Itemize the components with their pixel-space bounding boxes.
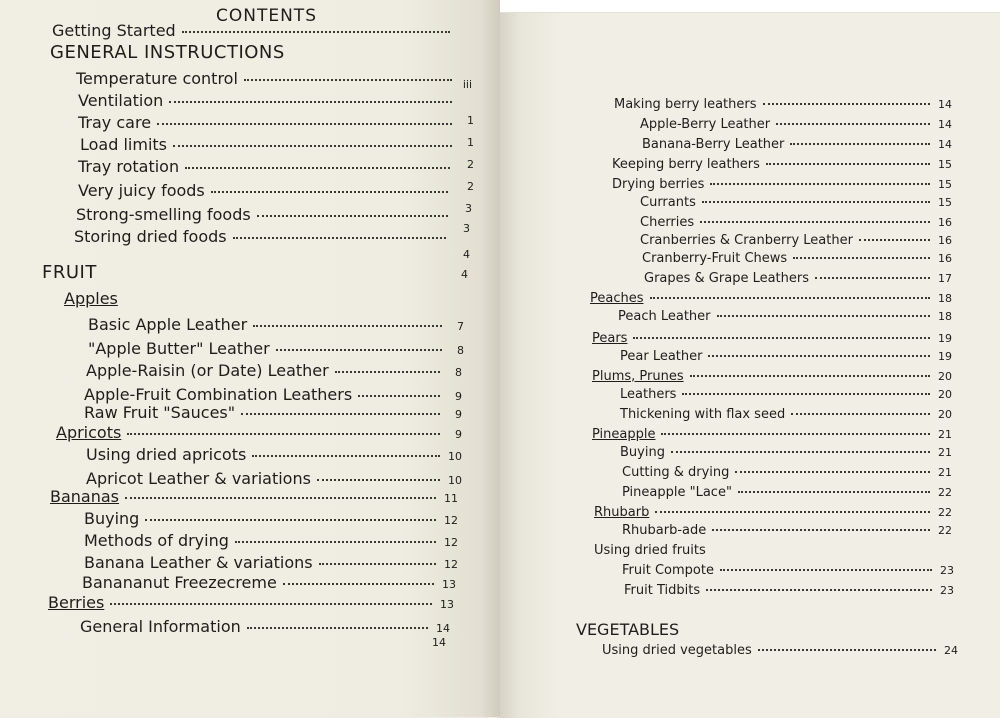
contents-heading: CONTENTS bbox=[216, 6, 317, 26]
toc-page: 10 bbox=[448, 450, 462, 463]
toc-entry bbox=[56, 424, 462, 444]
dot-leader bbox=[735, 470, 930, 473]
right-page bbox=[500, 12, 1000, 718]
dot-leader bbox=[700, 220, 930, 223]
toc-label: Tray rotation bbox=[78, 157, 180, 176]
toc-entry bbox=[622, 485, 952, 501]
toc-page: 23 bbox=[940, 584, 954, 597]
dot-leader bbox=[710, 182, 930, 185]
toc-entry bbox=[640, 215, 952, 231]
toc-label: Fruit Tidbits bbox=[624, 583, 701, 598]
dot-leader bbox=[776, 122, 930, 125]
dot-leader bbox=[257, 214, 448, 217]
toc-page: 2 bbox=[467, 158, 474, 171]
toc-page: 14 bbox=[938, 118, 952, 131]
toc-label: Peach Leather bbox=[618, 309, 711, 324]
dot-leader bbox=[317, 478, 440, 481]
toc-entry bbox=[614, 97, 952, 113]
toc-label: Buying bbox=[620, 445, 665, 460]
toc-label: Cherries bbox=[640, 215, 695, 230]
dot-leader bbox=[252, 454, 440, 457]
toc-page: 1 bbox=[467, 136, 474, 149]
toc-label: Banananut Freezecreme bbox=[82, 573, 277, 592]
toc-label: Temperature control bbox=[76, 69, 238, 88]
toc-page: 23 bbox=[940, 564, 954, 577]
toc-category bbox=[64, 290, 118, 308]
toc-label: Drying berries bbox=[612, 177, 705, 192]
toc-entry bbox=[48, 594, 454, 614]
dot-leader bbox=[157, 122, 452, 125]
dot-leader bbox=[276, 348, 442, 351]
dot-leader bbox=[233, 236, 446, 239]
toc-page: 8 bbox=[455, 366, 462, 379]
toc-label: Pears bbox=[592, 331, 628, 346]
toc-entry bbox=[86, 470, 462, 490]
toc-page: 21 bbox=[938, 428, 952, 441]
dot-leader bbox=[815, 276, 930, 279]
toc-label: Rhubarb bbox=[594, 505, 650, 520]
toc-label: Buying bbox=[84, 509, 140, 528]
toc-section-heading bbox=[576, 621, 679, 639]
dot-leader bbox=[235, 540, 436, 543]
toc-label: GENERAL INSTRUCTIONS bbox=[50, 42, 285, 63]
toc-entry bbox=[620, 407, 952, 423]
toc-entry bbox=[622, 563, 954, 579]
toc-page: 15 bbox=[938, 158, 952, 171]
dot-leader bbox=[758, 648, 936, 651]
toc-label: Cranberry-Fruit Chews bbox=[642, 251, 788, 266]
toc-label: Currants bbox=[640, 195, 696, 210]
dot-leader bbox=[145, 518, 436, 521]
toc-page: 4 bbox=[463, 248, 470, 261]
toc-label: Cutting & drying bbox=[622, 465, 730, 480]
toc-label: Leathers bbox=[620, 387, 677, 402]
toc-page: 1 bbox=[467, 114, 474, 127]
toc-label: Using dried vegetables bbox=[602, 643, 752, 658]
dot-leader bbox=[690, 374, 930, 377]
toc-label: Berries bbox=[48, 593, 105, 612]
dot-leader bbox=[708, 354, 930, 357]
dot-leader bbox=[791, 412, 930, 415]
toc-label: Banana-Berry Leather bbox=[642, 137, 785, 152]
toc-label: General Information bbox=[80, 617, 241, 636]
dot-leader bbox=[720, 568, 932, 571]
dot-leader bbox=[241, 412, 440, 415]
toc-label: Apricot Leather & variations bbox=[86, 469, 311, 488]
toc-label: Strong-smelling foods bbox=[76, 205, 251, 224]
toc-entry bbox=[74, 227, 468, 281]
dot-leader bbox=[706, 588, 932, 591]
toc-page: 24 bbox=[944, 644, 958, 657]
toc-label: Apple-Raisin (or Date) Leather bbox=[86, 361, 329, 380]
toc-page: 2 bbox=[467, 180, 474, 193]
toc-entry bbox=[640, 117, 952, 133]
dot-leader bbox=[319, 562, 436, 565]
dot-leader bbox=[702, 200, 930, 203]
left-page bbox=[0, 0, 500, 717]
toc-entry bbox=[86, 362, 462, 382]
dot-leader bbox=[650, 296, 931, 299]
toc-page: 17 bbox=[938, 272, 952, 285]
dot-leader bbox=[358, 394, 440, 397]
toc-label: Using dried apricots bbox=[86, 445, 247, 464]
dot-leader bbox=[790, 142, 930, 145]
toc-page: 22 bbox=[938, 486, 952, 499]
toc-page: 14 bbox=[938, 98, 952, 111]
toc-label: Storing dried foods bbox=[74, 227, 227, 246]
toc-entry bbox=[84, 510, 458, 530]
toc-label: Pineapple bbox=[592, 427, 656, 442]
dot-leader bbox=[793, 256, 930, 259]
toc-entry bbox=[640, 233, 952, 249]
dot-leader bbox=[633, 336, 930, 339]
dot-leader bbox=[211, 190, 448, 193]
dot-leader bbox=[712, 528, 930, 531]
toc-page: 19 bbox=[938, 332, 952, 345]
toc-entry bbox=[612, 177, 952, 193]
toc-entry bbox=[82, 574, 456, 594]
toc-entry bbox=[622, 523, 952, 539]
toc-label: Apricots bbox=[56, 423, 122, 442]
toc-entry bbox=[642, 137, 952, 153]
toc-section-heading bbox=[42, 264, 97, 282]
toc-page: 7 bbox=[457, 320, 464, 333]
toc-page: 20 bbox=[938, 370, 952, 383]
background-strip bbox=[500, 0, 1000, 12]
toc-label: VEGETABLES bbox=[576, 620, 680, 639]
toc-page: 8 bbox=[457, 344, 464, 357]
toc-label: Peaches bbox=[590, 291, 644, 306]
dot-leader bbox=[682, 392, 930, 395]
toc-page: iii bbox=[462, 78, 472, 91]
toc-page: 16 bbox=[938, 252, 952, 265]
toc-label: Pear Leather bbox=[620, 349, 703, 364]
toc-entry bbox=[86, 446, 462, 466]
toc-page: 4 bbox=[461, 268, 468, 281]
dot-leader bbox=[125, 496, 436, 499]
toc-entry bbox=[592, 369, 952, 385]
dot-leader bbox=[763, 102, 930, 105]
dot-leader bbox=[253, 324, 442, 327]
dot-leader bbox=[127, 432, 440, 435]
toc-label: Thickening with flax seed bbox=[620, 407, 786, 422]
toc-page: 13 bbox=[440, 598, 454, 611]
toc-page: 16 bbox=[938, 234, 952, 247]
toc-label: "Apple Butter" Leather bbox=[88, 339, 270, 358]
toc-page: 22 bbox=[938, 506, 952, 519]
dot-leader bbox=[185, 166, 450, 169]
dot-leader bbox=[335, 370, 440, 373]
toc-label: Ventilation bbox=[78, 91, 164, 110]
toc-label: Very juicy foods bbox=[78, 181, 205, 200]
toc-label: Banana Leather & variations bbox=[84, 553, 313, 572]
toc-page: 18 bbox=[938, 310, 952, 323]
dot-leader bbox=[766, 162, 930, 165]
toc-entry bbox=[620, 445, 952, 461]
toc-entry bbox=[84, 554, 458, 574]
toc-entry bbox=[620, 349, 952, 365]
toc-page: 12 bbox=[444, 514, 458, 527]
toc-label: Plums, Prunes bbox=[592, 369, 684, 384]
dot-leader bbox=[182, 30, 450, 33]
toc-page: 13 bbox=[442, 578, 456, 591]
toc-label: Making berry leathers bbox=[614, 97, 757, 112]
toc-entry bbox=[84, 532, 458, 552]
toc-entry bbox=[594, 543, 706, 559]
toc-entry bbox=[602, 643, 958, 659]
toc-entry bbox=[80, 618, 450, 638]
toc-page: 15 bbox=[938, 178, 952, 191]
toc-label: Fruit Compote bbox=[622, 563, 714, 578]
toc-label: Raw Fruit "Sauces" bbox=[84, 403, 236, 422]
toc-entry bbox=[88, 316, 464, 336]
toc-label: Apple-Berry Leather bbox=[640, 117, 771, 132]
toc-entry bbox=[50, 488, 458, 508]
toc-page: 14 bbox=[436, 622, 450, 635]
dot-leader bbox=[173, 144, 452, 147]
toc-entry bbox=[642, 251, 952, 267]
toc-page: 14 bbox=[432, 636, 446, 649]
toc-label: FRUIT bbox=[42, 262, 97, 283]
dot-leader bbox=[717, 314, 930, 317]
toc-entry bbox=[590, 291, 952, 307]
toc-entry bbox=[644, 271, 952, 287]
toc-entry bbox=[612, 157, 952, 173]
dot-leader bbox=[671, 450, 930, 453]
toc-label: Getting Started bbox=[52, 21, 176, 40]
dot-leader bbox=[244, 78, 452, 81]
toc-page: 16 bbox=[938, 216, 952, 229]
dot-leader bbox=[655, 510, 930, 513]
toc-page: 3 bbox=[465, 202, 472, 215]
toc-entry bbox=[592, 427, 952, 443]
toc-entry bbox=[88, 340, 464, 360]
toc-page: 20 bbox=[938, 408, 952, 421]
toc-page: 12 bbox=[444, 536, 458, 549]
toc-page: 11 bbox=[444, 492, 458, 505]
toc-label: Tray care bbox=[78, 113, 152, 132]
toc-label: Apple-Fruit Combination Leathers bbox=[84, 385, 353, 404]
toc-label: Pineapple "Lace" bbox=[622, 485, 732, 500]
toc-page: 21 bbox=[938, 446, 952, 459]
toc-entry bbox=[594, 505, 952, 521]
toc-entry bbox=[622, 465, 952, 481]
toc-page: 14 bbox=[938, 138, 952, 151]
toc-entry bbox=[620, 387, 952, 403]
toc-label: Using dried fruits bbox=[594, 543, 706, 558]
toc-entry bbox=[624, 583, 954, 599]
toc-label: Grapes & Grape Leathers bbox=[644, 271, 810, 286]
toc-label: Cranberries & Cranberry Leather bbox=[640, 233, 853, 248]
toc-page: 20 bbox=[938, 388, 952, 401]
dot-leader bbox=[738, 490, 930, 493]
dot-leader bbox=[169, 100, 452, 103]
toc-page: 9 bbox=[455, 428, 462, 441]
toc-label: Keeping berry leathers bbox=[612, 157, 760, 172]
toc-page: 9 bbox=[455, 390, 462, 403]
toc-label: Load limits bbox=[80, 135, 167, 154]
toc-entry bbox=[592, 331, 952, 347]
dot-leader bbox=[247, 626, 428, 629]
toc-entry bbox=[430, 634, 450, 652]
toc-label: Basic Apple Leather bbox=[88, 315, 248, 334]
toc-entry bbox=[618, 309, 952, 325]
dot-leader bbox=[110, 602, 432, 605]
toc-page: 22 bbox=[938, 524, 952, 537]
toc-entry bbox=[84, 404, 462, 424]
dot-leader bbox=[283, 582, 434, 585]
toc-label: Rhubarb-ade bbox=[622, 523, 707, 538]
toc-page: 12 bbox=[444, 558, 458, 571]
toc-label: Apples bbox=[64, 289, 118, 308]
dot-leader bbox=[661, 432, 930, 435]
toc-label: Methods of drying bbox=[84, 531, 229, 550]
toc-label: Bananas bbox=[50, 487, 120, 506]
toc-page: 9 bbox=[455, 408, 462, 421]
toc-page: 15 bbox=[938, 196, 952, 209]
toc-entry bbox=[640, 195, 952, 211]
toc-page: 19 bbox=[938, 350, 952, 363]
toc-page: 18 bbox=[938, 292, 952, 305]
toc-page: 10 bbox=[448, 474, 462, 487]
dot-leader bbox=[859, 238, 930, 241]
toc-section-heading bbox=[50, 44, 285, 62]
toc-page: 3 bbox=[463, 222, 470, 235]
toc-page: 21 bbox=[938, 466, 952, 479]
